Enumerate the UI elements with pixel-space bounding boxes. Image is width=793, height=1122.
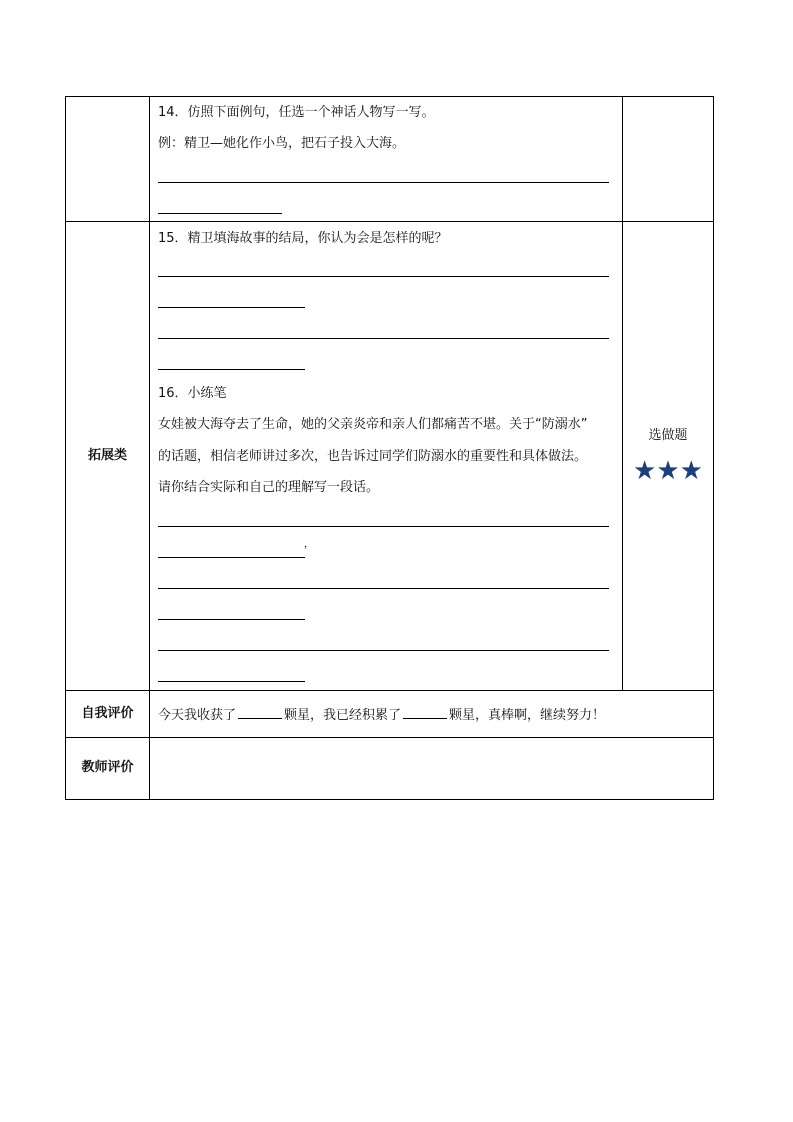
- optional-label: 选做题: [648, 428, 688, 443]
- row-divider-q14: [65, 221, 714, 222]
- q16-paragraph-line-1: 女娃被大海夺去了生命，她的父亲炎帝和亲人们都痛苦不堪。关于“防溺水”: [158, 417, 588, 432]
- content-column-divider: [622, 96, 623, 691]
- star-icon: ★: [633, 456, 657, 486]
- q14-answer-line-2[interactable]: [158, 213, 282, 214]
- teacher-eval-area[interactable]: [150, 738, 713, 799]
- star-icon: ★: [656, 456, 680, 486]
- teacher-eval-label: 教师评价: [81, 760, 134, 775]
- q16-answer-line-2[interactable]: [158, 557, 305, 558]
- q16-answer-line-4[interactable]: [158, 619, 305, 620]
- self-eval-part-1: 今天我收获了: [158, 708, 237, 723]
- q15-title: 15．精卫填海故事的结局，你认为会是怎样的呢？: [158, 231, 448, 246]
- extension-label: 拓展类: [87, 448, 127, 463]
- q15-answer-line-4[interactable]: [158, 369, 305, 370]
- self-eval-part-2: 颗星，我已经积累了: [284, 708, 402, 723]
- self-eval-label: 自我评价: [81, 706, 134, 721]
- star-rating: [624, 456, 712, 486]
- table-right-border: [713, 96, 714, 800]
- q16-answer-line-5[interactable]: [158, 650, 609, 651]
- label-column-divider: [149, 96, 150, 800]
- table-top-border: [65, 96, 714, 97]
- q16-answer-line-1[interactable]: [158, 526, 609, 527]
- stars-earned-blank[interactable]: [238, 706, 282, 719]
- q15-answer-line-1[interactable]: [158, 276, 609, 277]
- self-eval-sentence: [158, 706, 605, 724]
- q15-answer-line-3[interactable]: [158, 338, 609, 339]
- q14-title: 14．仿照下面例句，任选一个神话人物写一写。: [158, 105, 435, 120]
- table-bottom-border: [65, 799, 714, 800]
- star-icon: ★: [679, 456, 703, 486]
- q16-title: 16．小练笔: [158, 386, 227, 401]
- q16-paragraph-line-2: 的话题，相信老师讲过多次，也告诉过同学们防溺水的重要性和具体做法。: [158, 449, 588, 464]
- row-divider-extension: [65, 690, 714, 691]
- stars-accumulated-blank[interactable]: [403, 706, 447, 719]
- q16-paragraph-line-3: 请你结合实际和自己的理解写一段话。: [158, 480, 380, 495]
- q15-answer-line-2[interactable]: [158, 307, 305, 308]
- self-eval-part-3: 颗星，真棒啊，继续努力！: [449, 708, 606, 723]
- q16-answer-line-6[interactable]: [158, 681, 305, 682]
- q14-example: 例：精卫—她化作小鸟，把石子投入大海。: [158, 136, 406, 151]
- q16-answer-line-3[interactable]: [158, 588, 609, 589]
- q14-answer-line-1[interactable]: [158, 182, 609, 183]
- q16-trailing-comma: ，: [304, 539, 314, 550]
